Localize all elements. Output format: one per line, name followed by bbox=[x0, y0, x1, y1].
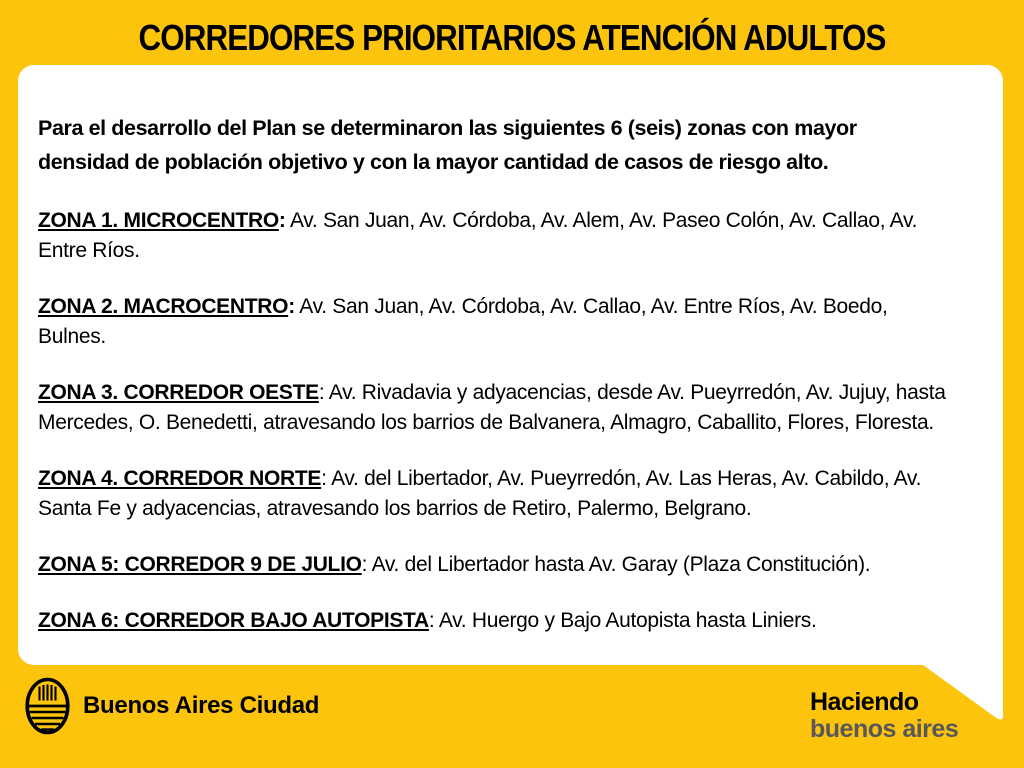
zone-colon: : bbox=[278, 209, 286, 232]
zone-label: ZONA 1. MICROCENTRO bbox=[38, 209, 279, 232]
zone-item-6 bbox=[38, 606, 951, 636]
zone-colon: : bbox=[288, 295, 295, 318]
content-panel bbox=[18, 65, 1003, 665]
zone-label: ZONA 3. CORREDOR OESTE bbox=[38, 381, 319, 404]
footer-slogan bbox=[810, 689, 958, 743]
zone-item-4 bbox=[38, 464, 951, 524]
zone-text: Av. San Juan, Av. Córdoba, Av. Callao, Av. Entre Ríos, Av. Boedo, Bulnes. bbox=[38, 295, 888, 348]
zone-label: ZONA 5: CORREDOR 9 DE JULIO bbox=[38, 553, 362, 576]
zone-label: ZONA 6: CORREDOR BAJO AUTOPISTA bbox=[38, 609, 429, 632]
zone-text: Av. del Libertador, Av. Pueyrredón, Av. Las Heras, Av. Cabildo, Av. Santa Fe y adyacencias, atravesando los barrios de Retiro, Palermo, Belgrano. bbox=[38, 467, 922, 520]
buenos-aires-ciudad-logo-icon bbox=[24, 676, 71, 736]
zone-text: Av. San Juan, Av. Córdoba, Av. Alem, Av. Paseo Colón, Av. Callao, Av. Entre Ríos. bbox=[38, 209, 918, 262]
zone-colon: : bbox=[428, 609, 435, 632]
slogan-line-2: buenos aires bbox=[810, 715, 959, 743]
zone-text: Av. Rivadavia y adyacencias, desde Av. Pueyrredón, Av. Jujuy, hasta Mercedes, O. Benedetti, atravesando los barrios de Balvanera, Almagro, Caballito, Flores, Floresta. bbox=[38, 381, 946, 434]
zone-text: Av. del Libertador hasta Av. Garay (Plaza Constitución). bbox=[367, 553, 871, 576]
zone-text: Av. Huergo y Bajo Autopista hasta Liniers. bbox=[434, 609, 817, 632]
zone-item-2 bbox=[38, 292, 951, 352]
zone-item-5 bbox=[38, 550, 951, 580]
zone-item-1 bbox=[38, 206, 951, 266]
brand-name: Buenos Aires Ciudad bbox=[83, 692, 320, 719]
page-title: CORREDORES PRIORITARIOS ATENCIÓN ADULTOS bbox=[138, 17, 886, 58]
intro-paragraph: Para el desarrollo del Plan se determinaron las siguientes 6 (seis) zonas con mayor densidad de población objetivo y con la mayor cantidad de casos de riesgo alto. bbox=[38, 116, 857, 174]
zone-label: ZONA 4. CORREDOR NORTE bbox=[38, 467, 322, 490]
footer-brand bbox=[24, 676, 319, 736]
slogan-line-1: Haciendo bbox=[810, 688, 919, 716]
zone-colon: : bbox=[361, 553, 368, 576]
zone-colon: : bbox=[321, 467, 327, 490]
zone-colon: : bbox=[318, 381, 325, 404]
zone-item-3 bbox=[38, 378, 951, 438]
zones-list bbox=[38, 206, 951, 636]
zone-label: ZONA 2. MACROCENTRO bbox=[38, 295, 289, 318]
